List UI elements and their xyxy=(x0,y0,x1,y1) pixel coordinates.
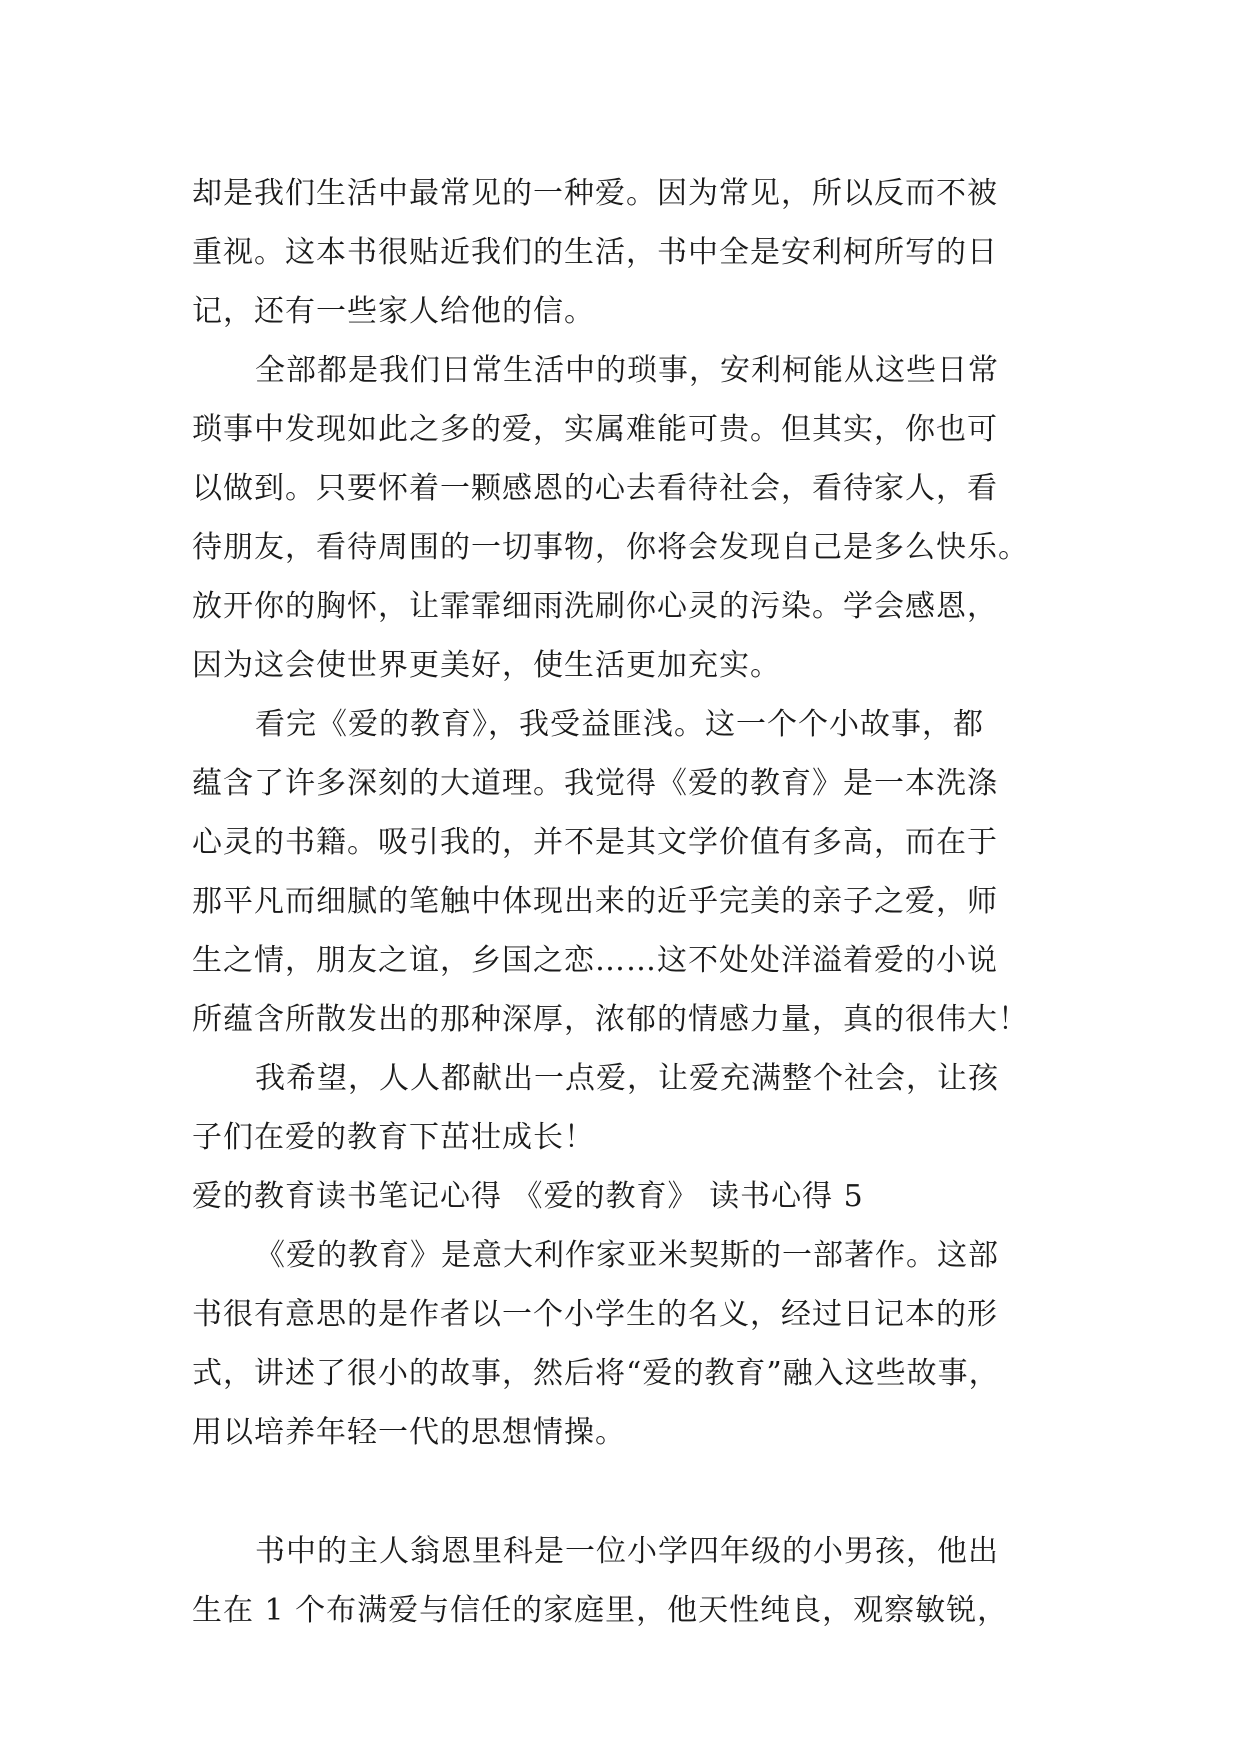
paragraph-first-line: 全部都是我们日常生活中的琐事，安利柯能从这些日常 xyxy=(255,353,999,388)
text-line: 式，讲述了很小的故事，然后将“爱的教育”融入这些故事， xyxy=(192,1356,1000,1391)
paragraph-spacer xyxy=(192,1462,1052,1522)
text-line: 心灵的书籍。吸引我的，并不是其文学价值有多高，而在于 xyxy=(192,825,998,860)
text-line: 爱的教育读书笔记心得 《爱的教育》 读书心得 5 xyxy=(192,1179,864,1214)
text-line: 子们在爱的教育下茁壮成长！ xyxy=(192,1120,595,1155)
paragraph-first-line: 我希望，人人都献出一点爱，让爱充满整个社会，让孩 xyxy=(255,1061,999,1096)
text-line: 所蕴含所散发出的那种深厚，浓郁的情感力量，真的很伟大！ xyxy=(192,1002,1029,1037)
text-line: 琐事中发现如此之多的爱，实属难能可贵。但其实，你也可 xyxy=(192,412,998,447)
text-line: 放开你的胸怀，让霏霏细雨洗刷你心灵的污染。学会感恩， xyxy=(192,589,998,624)
text-line: 蕴含了许多深刻的大道理。我觉得《爱的教育》是一本洗涤 xyxy=(192,766,998,801)
text-line: 生之情，朋友之谊，乡国之恋……这不处处洋溢着爱的小说 xyxy=(192,943,998,978)
text-line: 因为这会使世界更美好，使生活更加充实。 xyxy=(192,648,781,683)
text-line: 重视。这本书很贴近我们的生活，书中全是安利柯所写的日 xyxy=(192,235,998,270)
text-line: 却是我们生活中最常见的一种爱。因为常见，所以反而不被 xyxy=(192,176,998,211)
document-body xyxy=(192,164,1052,1640)
text-line: 生在 1 个布满爱与信任的家庭里，他天性纯良，观察敏锐， xyxy=(192,1593,1009,1628)
text-line: 书很有意思的是作者以一个小学生的名义，经过日记本的形 xyxy=(192,1297,998,1332)
paragraph-first-line: 看完《爱的教育》，我受益匪浅。这一个个小故事，都 xyxy=(255,707,984,742)
text-line: 那平凡而细腻的笔触中体现出来的近乎完美的亲子之爱，师 xyxy=(192,884,998,919)
text-line: 用以培养年轻一代的思想情操。 xyxy=(192,1415,626,1450)
paragraph-first-line: 《爱的教育》是意大利作家亚米契斯的一部著作。这部 xyxy=(255,1238,999,1273)
paragraph-first-line: 书中的主人翁恩里科是一位小学四年级的小男孩，他出 xyxy=(255,1534,999,1569)
text-line: 记，还有一些家人给他的信。 xyxy=(192,294,595,329)
text-line: 以做到。只要怀着一颗感恩的心去看待社会，看待家人，看 xyxy=(192,471,998,506)
text-line: 待朋友，看待周围的一切事物，你将会发现自己是多么快乐。 xyxy=(192,530,1029,565)
